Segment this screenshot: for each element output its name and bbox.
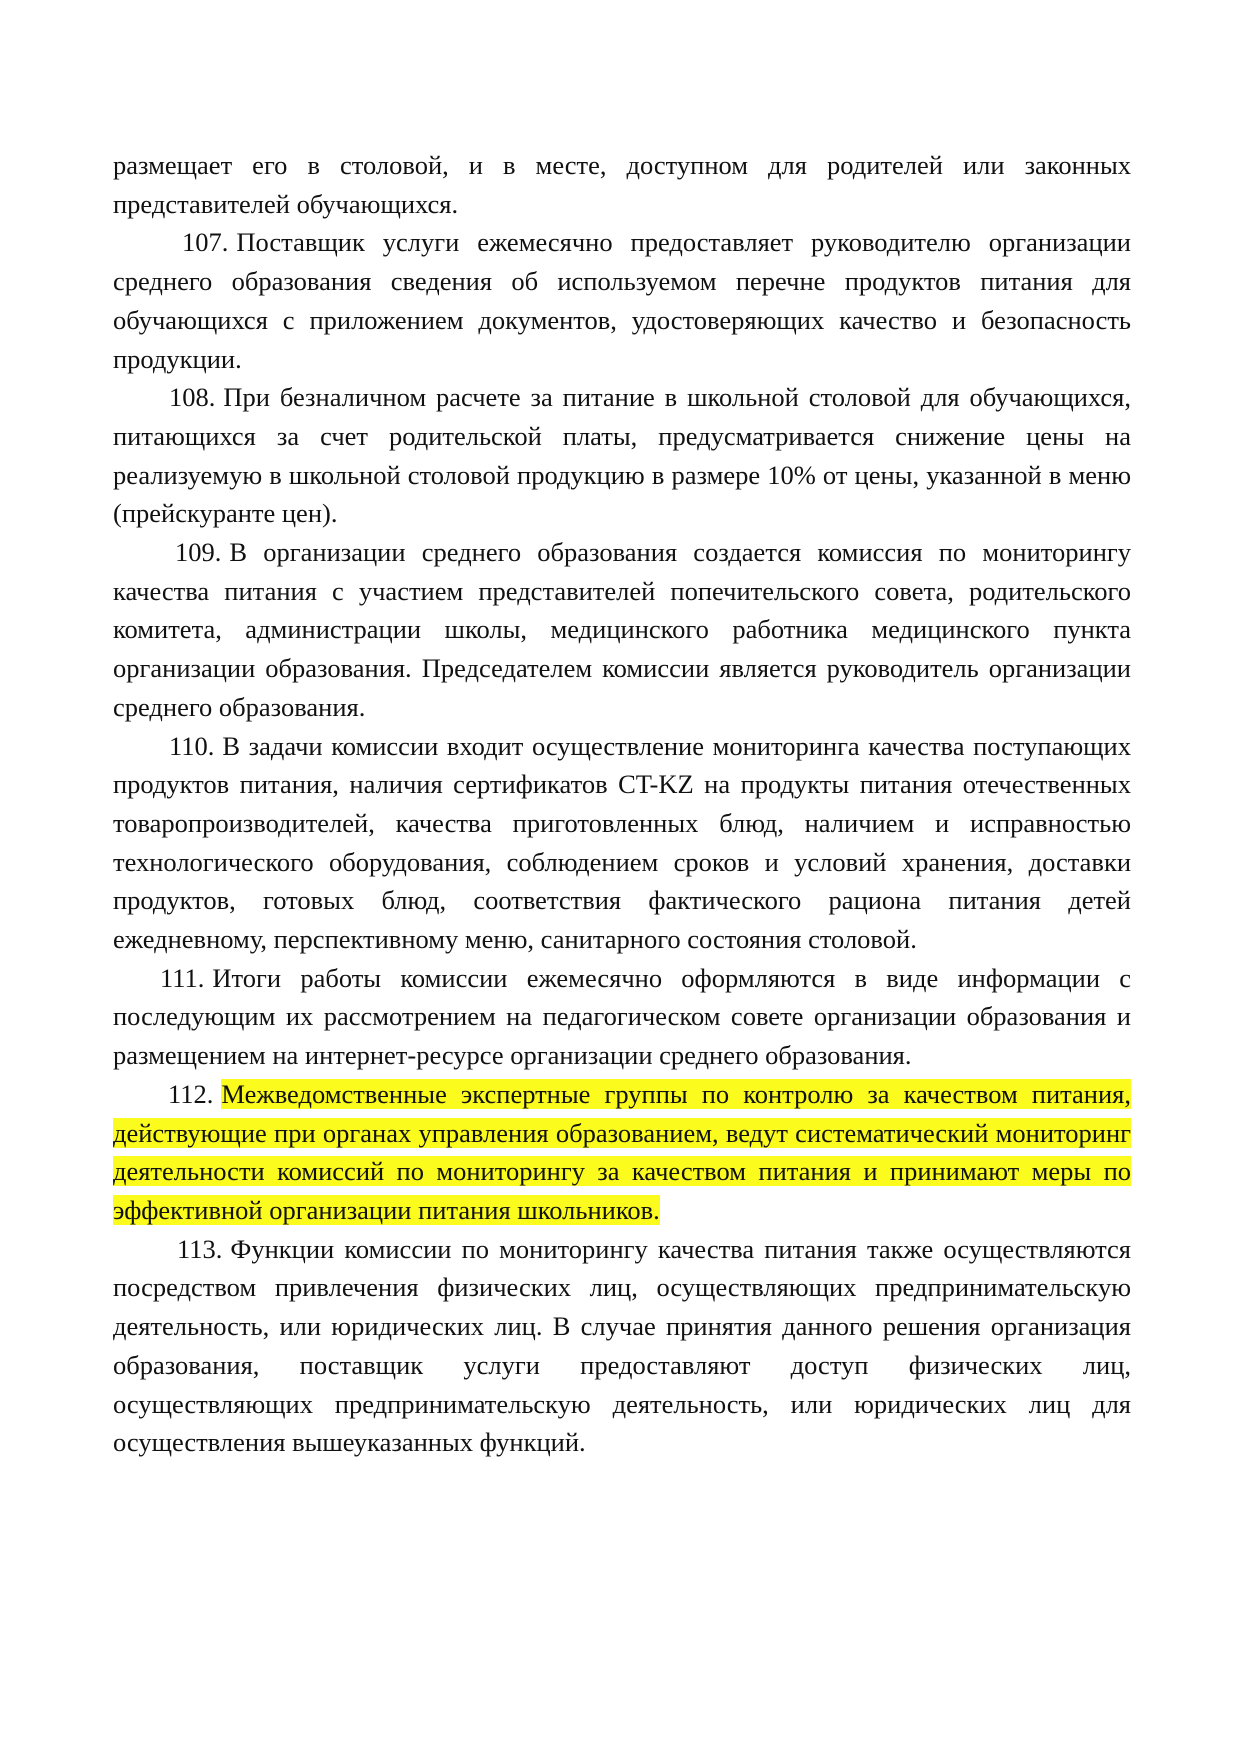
highlighted-text: Межведомственные экспертные группы по контролю за качеством питания, действующие при органах управления образованием, ведут систематический мониторинг деятельности комиссий по мониторингу за качеством питания и принимают меры по эффективной организации питания школьников.: [113, 1078, 1131, 1225]
paragraph-text: Функции комиссии по мониторингу качества питания также осуществляются посредством привлечения физических лиц, осуществляющих предпринимательскую деятельность, или юридических лиц. В случае принятия данного решения организация образования, поставщик услуги предоставляют доступ физических лиц, осуществляющих предпринимательскую деятельность, или юридических лиц для осуществления вышеуказанных функций.: [113, 1233, 1131, 1458]
document-body: [113, 146, 1131, 1462]
paragraph-number: 110.: [169, 730, 215, 761]
paragraph-text: При безналичном расчете за питание в школьной столовой для обучающихся, питающихся за счет родительской платы, предусматривается снижение цены на реализуемую в школьной столовой продукцию в размере 10% от цены, указанной в меню (прейскуранте цен).: [113, 382, 1131, 529]
paragraph-text: В задачи комиссии входит осуществление мониторинга качества поступающих продуктов питания, наличия сертификатов CT-KZ на продукты питания отечественных товаропроизводителей, качества приготовленных блюд, наличием и исправностью технологического оборудования, соблюдением сроков и условий хранения, доставки продуктов, готовых блюд, соответствия фактического рациона питания детей ежедневному, перспективному меню, санитарного состояния столовой.: [113, 730, 1131, 955]
paragraph-text: Поставщик услуги ежемесячно предоставляет руководителю организации среднего образования сведения об используемом перечне продуктов питания для обучающихся с приложением документов, удостоверяющих качество и безопасность продукции.: [113, 227, 1131, 374]
paragraph-number: 112.: [168, 1078, 214, 1109]
paragraph-number: 107.: [182, 227, 229, 258]
paragraph-109: [113, 533, 1131, 727]
paragraph-113: [113, 1230, 1131, 1462]
paragraph-text: В организации среднего образования создается комиссия по мониторингу качества питания с участием представителей попечительского совета, родительского комитета, администрации школы, медицинского работника медицинского пункта организации образования. Председателем комиссии является руководитель организации среднего образования.: [113, 537, 1131, 722]
paragraph-text: размещает его в столовой, и в месте, доступном для родителей или законных представителей обучающихся.: [113, 150, 1131, 219]
paragraph-number: 113.: [177, 1233, 223, 1264]
paragraph-number: 111.: [160, 962, 205, 993]
paragraph-number: 109.: [175, 537, 222, 568]
paragraph-107: [113, 223, 1131, 378]
paragraph-112: [113, 1075, 1131, 1230]
paragraph-number: 108.: [169, 382, 216, 413]
paragraph-108: [113, 378, 1131, 533]
paragraph-intro: [113, 146, 1131, 223]
paragraph-text: Итоги работы комиссии ежемесячно оформляются в виде информации с последующим их рассмотрением на педагогическом совете организации образования и размещением на интернет-ресурсе организации среднего образования.: [113, 962, 1131, 1071]
paragraph-110: [113, 727, 1131, 959]
paragraph-111: [113, 959, 1131, 1075]
